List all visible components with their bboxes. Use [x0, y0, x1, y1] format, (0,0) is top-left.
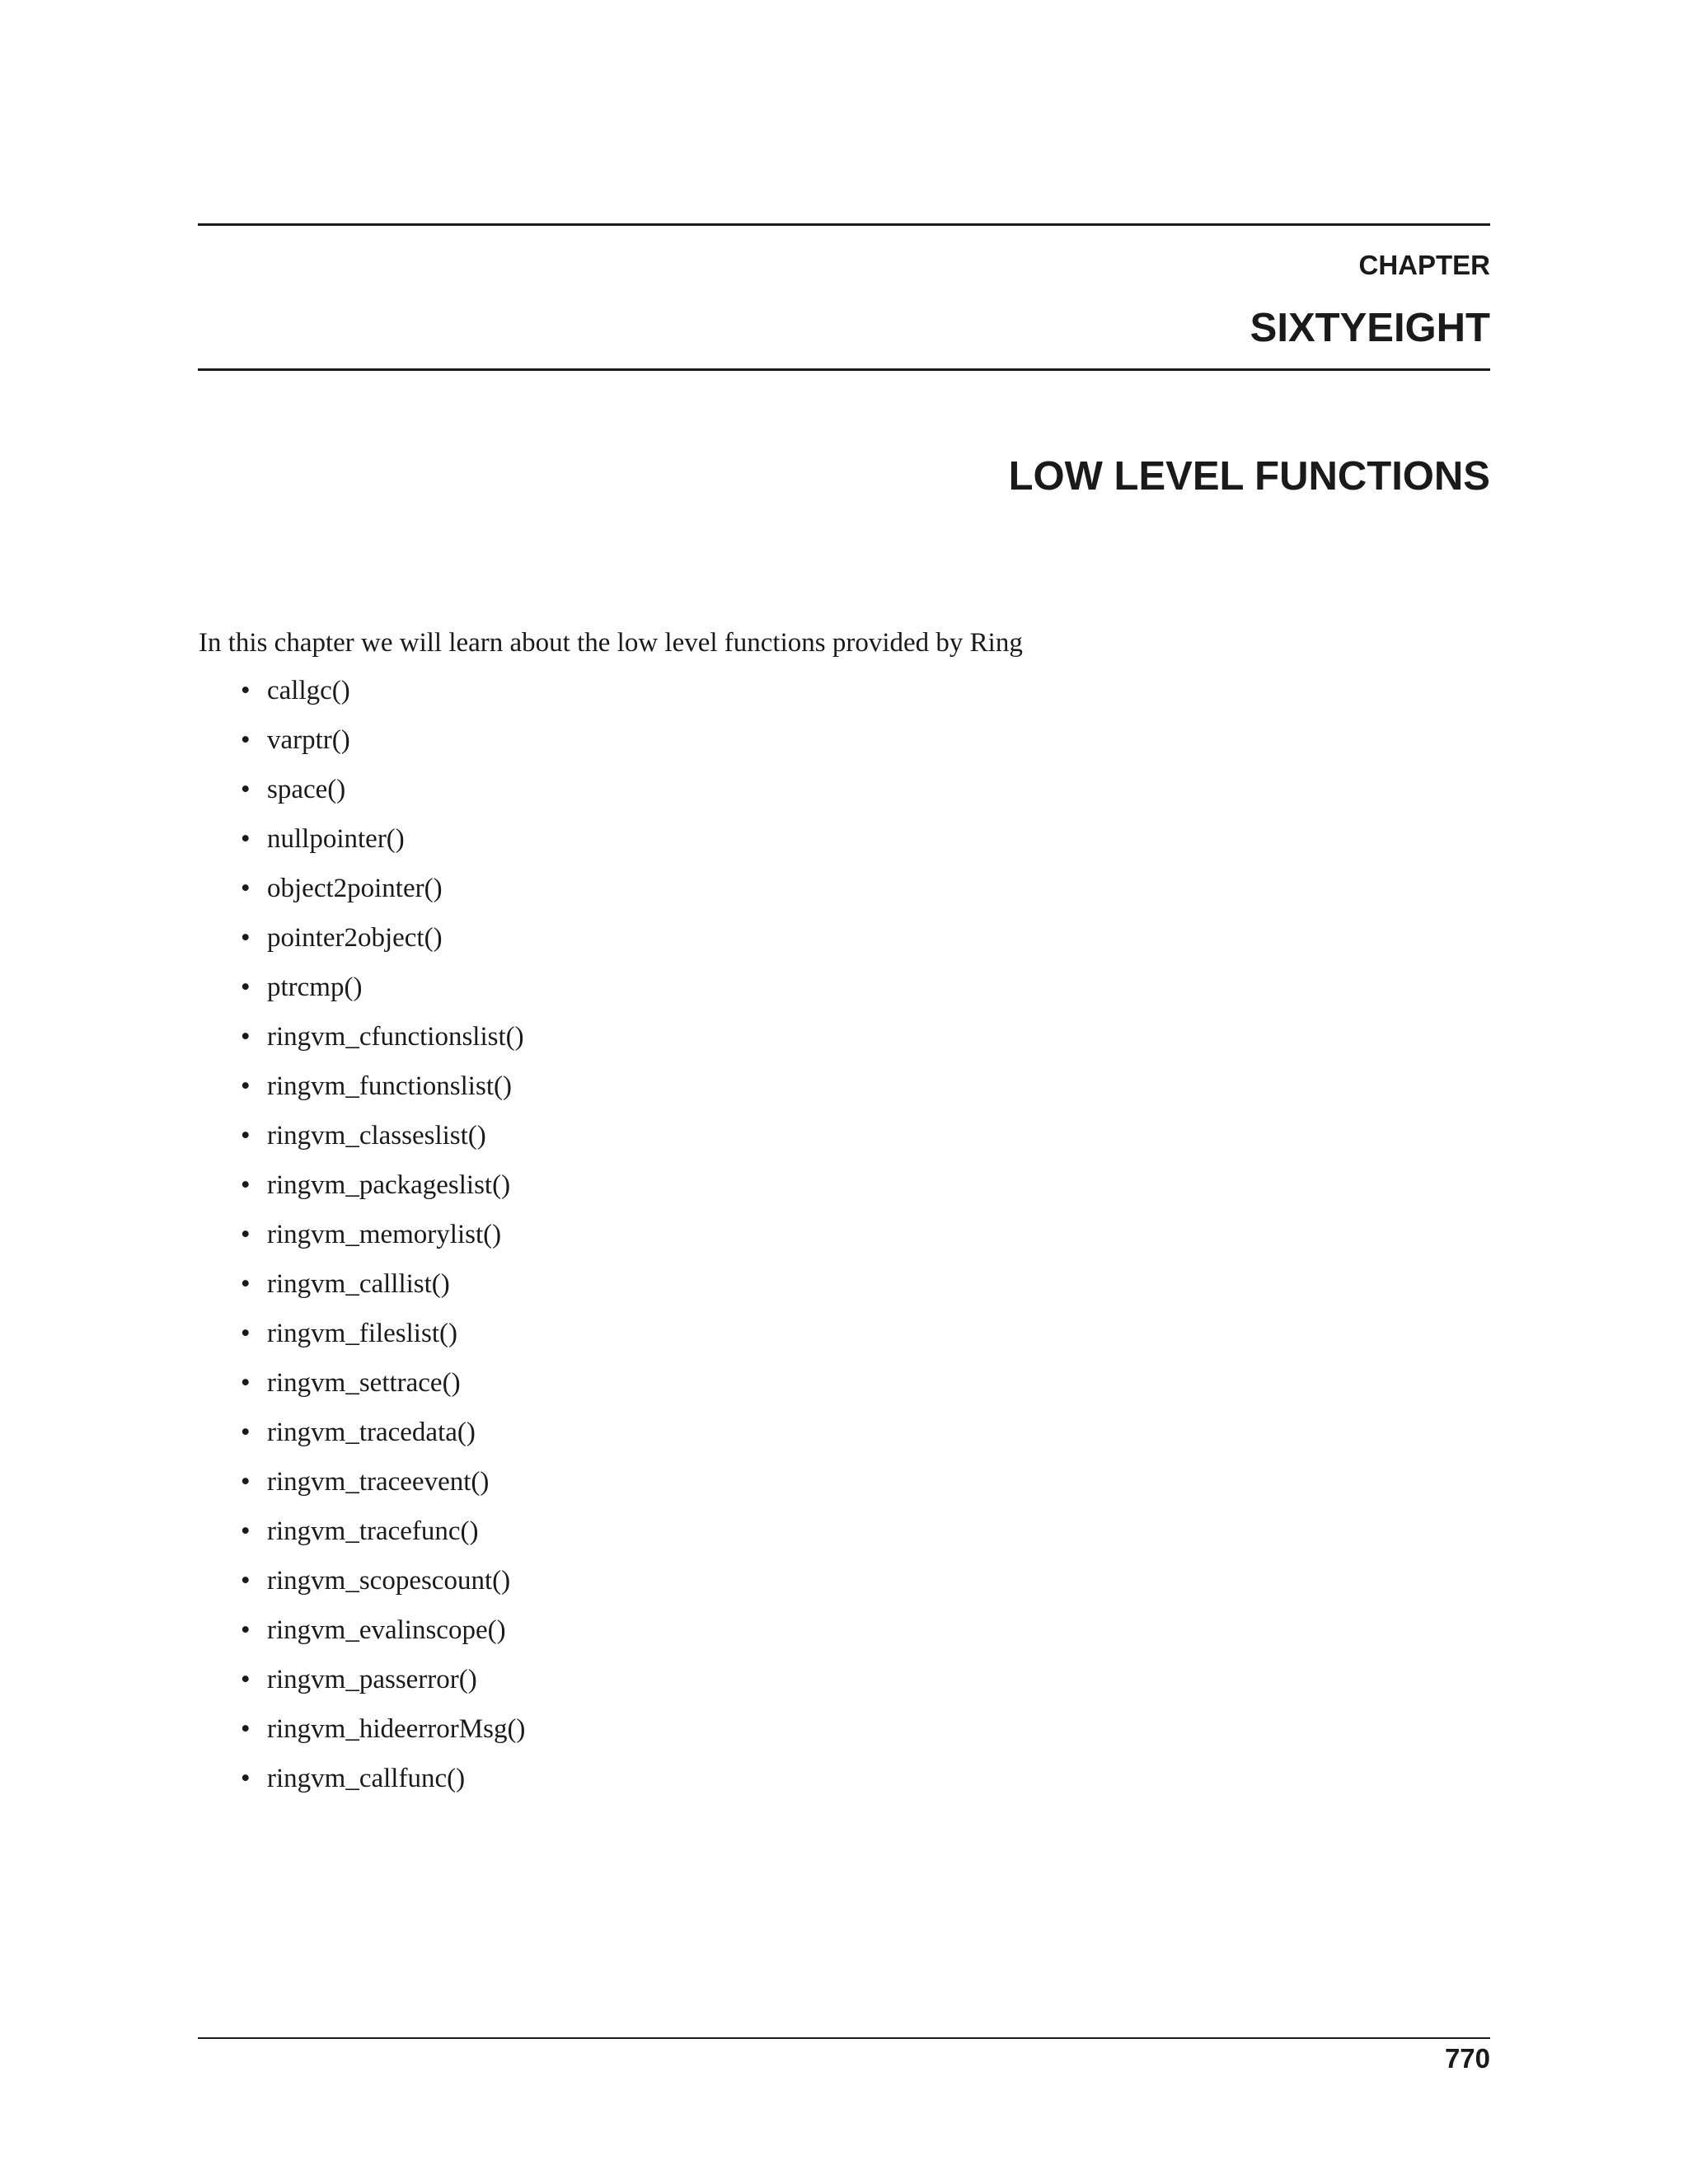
bullet-icon: •: [241, 676, 251, 705]
bullet-icon: •: [241, 923, 251, 953]
list-item: [241, 1416, 525, 1465]
list-item: [241, 1515, 525, 1564]
bullet-icon: •: [241, 1418, 251, 1447]
list-item: [241, 724, 525, 773]
bullet-icon: •: [241, 1170, 251, 1200]
bullet-icon: •: [241, 1319, 251, 1348]
bullet-icon: •: [241, 1665, 251, 1694]
list-item: [241, 773, 525, 823]
bullet-icon: •: [241, 972, 251, 1002]
list-item: [241, 1020, 525, 1070]
function-name: ringvm_hideerrorMsg(): [267, 1714, 526, 1744]
function-name: nullpointer(): [267, 824, 405, 854]
bullet-icon: •: [241, 1764, 251, 1793]
footer-rule: [198, 2037, 1490, 2039]
list-item: [241, 872, 525, 921]
bullet-icon: •: [241, 775, 251, 804]
function-name: ringvm_fileslist(): [267, 1319, 457, 1348]
function-name: varptr(): [267, 725, 350, 755]
function-name: ringvm_cfunctionslist(): [267, 1022, 524, 1052]
bullet-icon: •: [241, 1220, 251, 1249]
bullet-icon: •: [241, 1516, 251, 1546]
list-item: [241, 971, 525, 1020]
list-item: [241, 1713, 525, 1762]
bullet-icon: •: [241, 725, 251, 755]
list-item: [241, 674, 525, 724]
bullet-icon: •: [241, 1121, 251, 1151]
chapter-number: SIXTYEIGHT: [1250, 306, 1490, 350]
header-bottom-rule: [198, 368, 1490, 371]
function-name: ringvm_functionslist(): [267, 1071, 512, 1101]
bullet-icon: •: [241, 1566, 251, 1596]
bullet-icon: •: [241, 1071, 251, 1101]
list-item: [241, 1218, 525, 1268]
page-number: 770: [1444, 2043, 1490, 2074]
list-item: [241, 1366, 525, 1416]
list-item: [241, 1317, 525, 1366]
bullet-icon: •: [241, 1615, 251, 1645]
list-item: [241, 1268, 525, 1317]
function-name: ringvm_memorylist(): [267, 1220, 502, 1249]
list-item: [241, 1762, 525, 1811]
list-item: [241, 1564, 525, 1614]
bullet-icon: •: [241, 824, 251, 854]
list-item: [241, 1465, 525, 1515]
header-top-rule: [198, 223, 1490, 226]
bullet-icon: •: [241, 1022, 251, 1052]
bullet-icon: •: [241, 1368, 251, 1398]
chapter-label: CHAPTER: [1358, 250, 1490, 280]
function-name: ringvm_calllist(): [267, 1269, 450, 1299]
function-name: ringvm_tracefunc(): [267, 1516, 479, 1546]
bullet-icon: •: [241, 1714, 251, 1744]
list-item: [241, 1169, 525, 1218]
bullet-icon: •: [241, 1269, 251, 1299]
function-name: ringvm_evalinscope(): [267, 1615, 506, 1645]
bullet-icon: •: [241, 874, 251, 903]
function-name: ringvm_scopescount(): [267, 1566, 511, 1596]
function-name: callgc(): [267, 676, 350, 705]
function-name: object2pointer(): [267, 874, 443, 903]
function-name: ptrcmp(): [267, 972, 363, 1002]
list-item: [241, 1663, 525, 1713]
function-name: space(): [267, 775, 346, 804]
list-item: [241, 921, 525, 971]
list-item: [241, 1614, 525, 1663]
function-name: ringvm_classeslist(): [267, 1121, 486, 1151]
function-name: ringvm_passerror(): [267, 1665, 477, 1694]
bullet-icon: •: [241, 1467, 251, 1497]
function-name: pointer2object(): [267, 923, 443, 953]
function-name: ringvm_packageslist(): [267, 1170, 511, 1200]
list-item: [241, 1070, 525, 1119]
function-name: ringvm_callfunc(): [267, 1764, 466, 1793]
list-item: [241, 823, 525, 872]
function-name: ringvm_tracedata(): [267, 1418, 476, 1447]
function-name: ringvm_traceevent(): [267, 1467, 490, 1497]
chapter-title: LOW LEVEL FUNCTIONS: [1008, 454, 1490, 499]
function-list: [241, 674, 525, 1811]
function-name: ringvm_settrace(): [267, 1368, 461, 1398]
intro-paragraph: In this chapter we will learn about the low level functions provided by Ring: [199, 628, 1023, 658]
list-item: [241, 1119, 525, 1169]
